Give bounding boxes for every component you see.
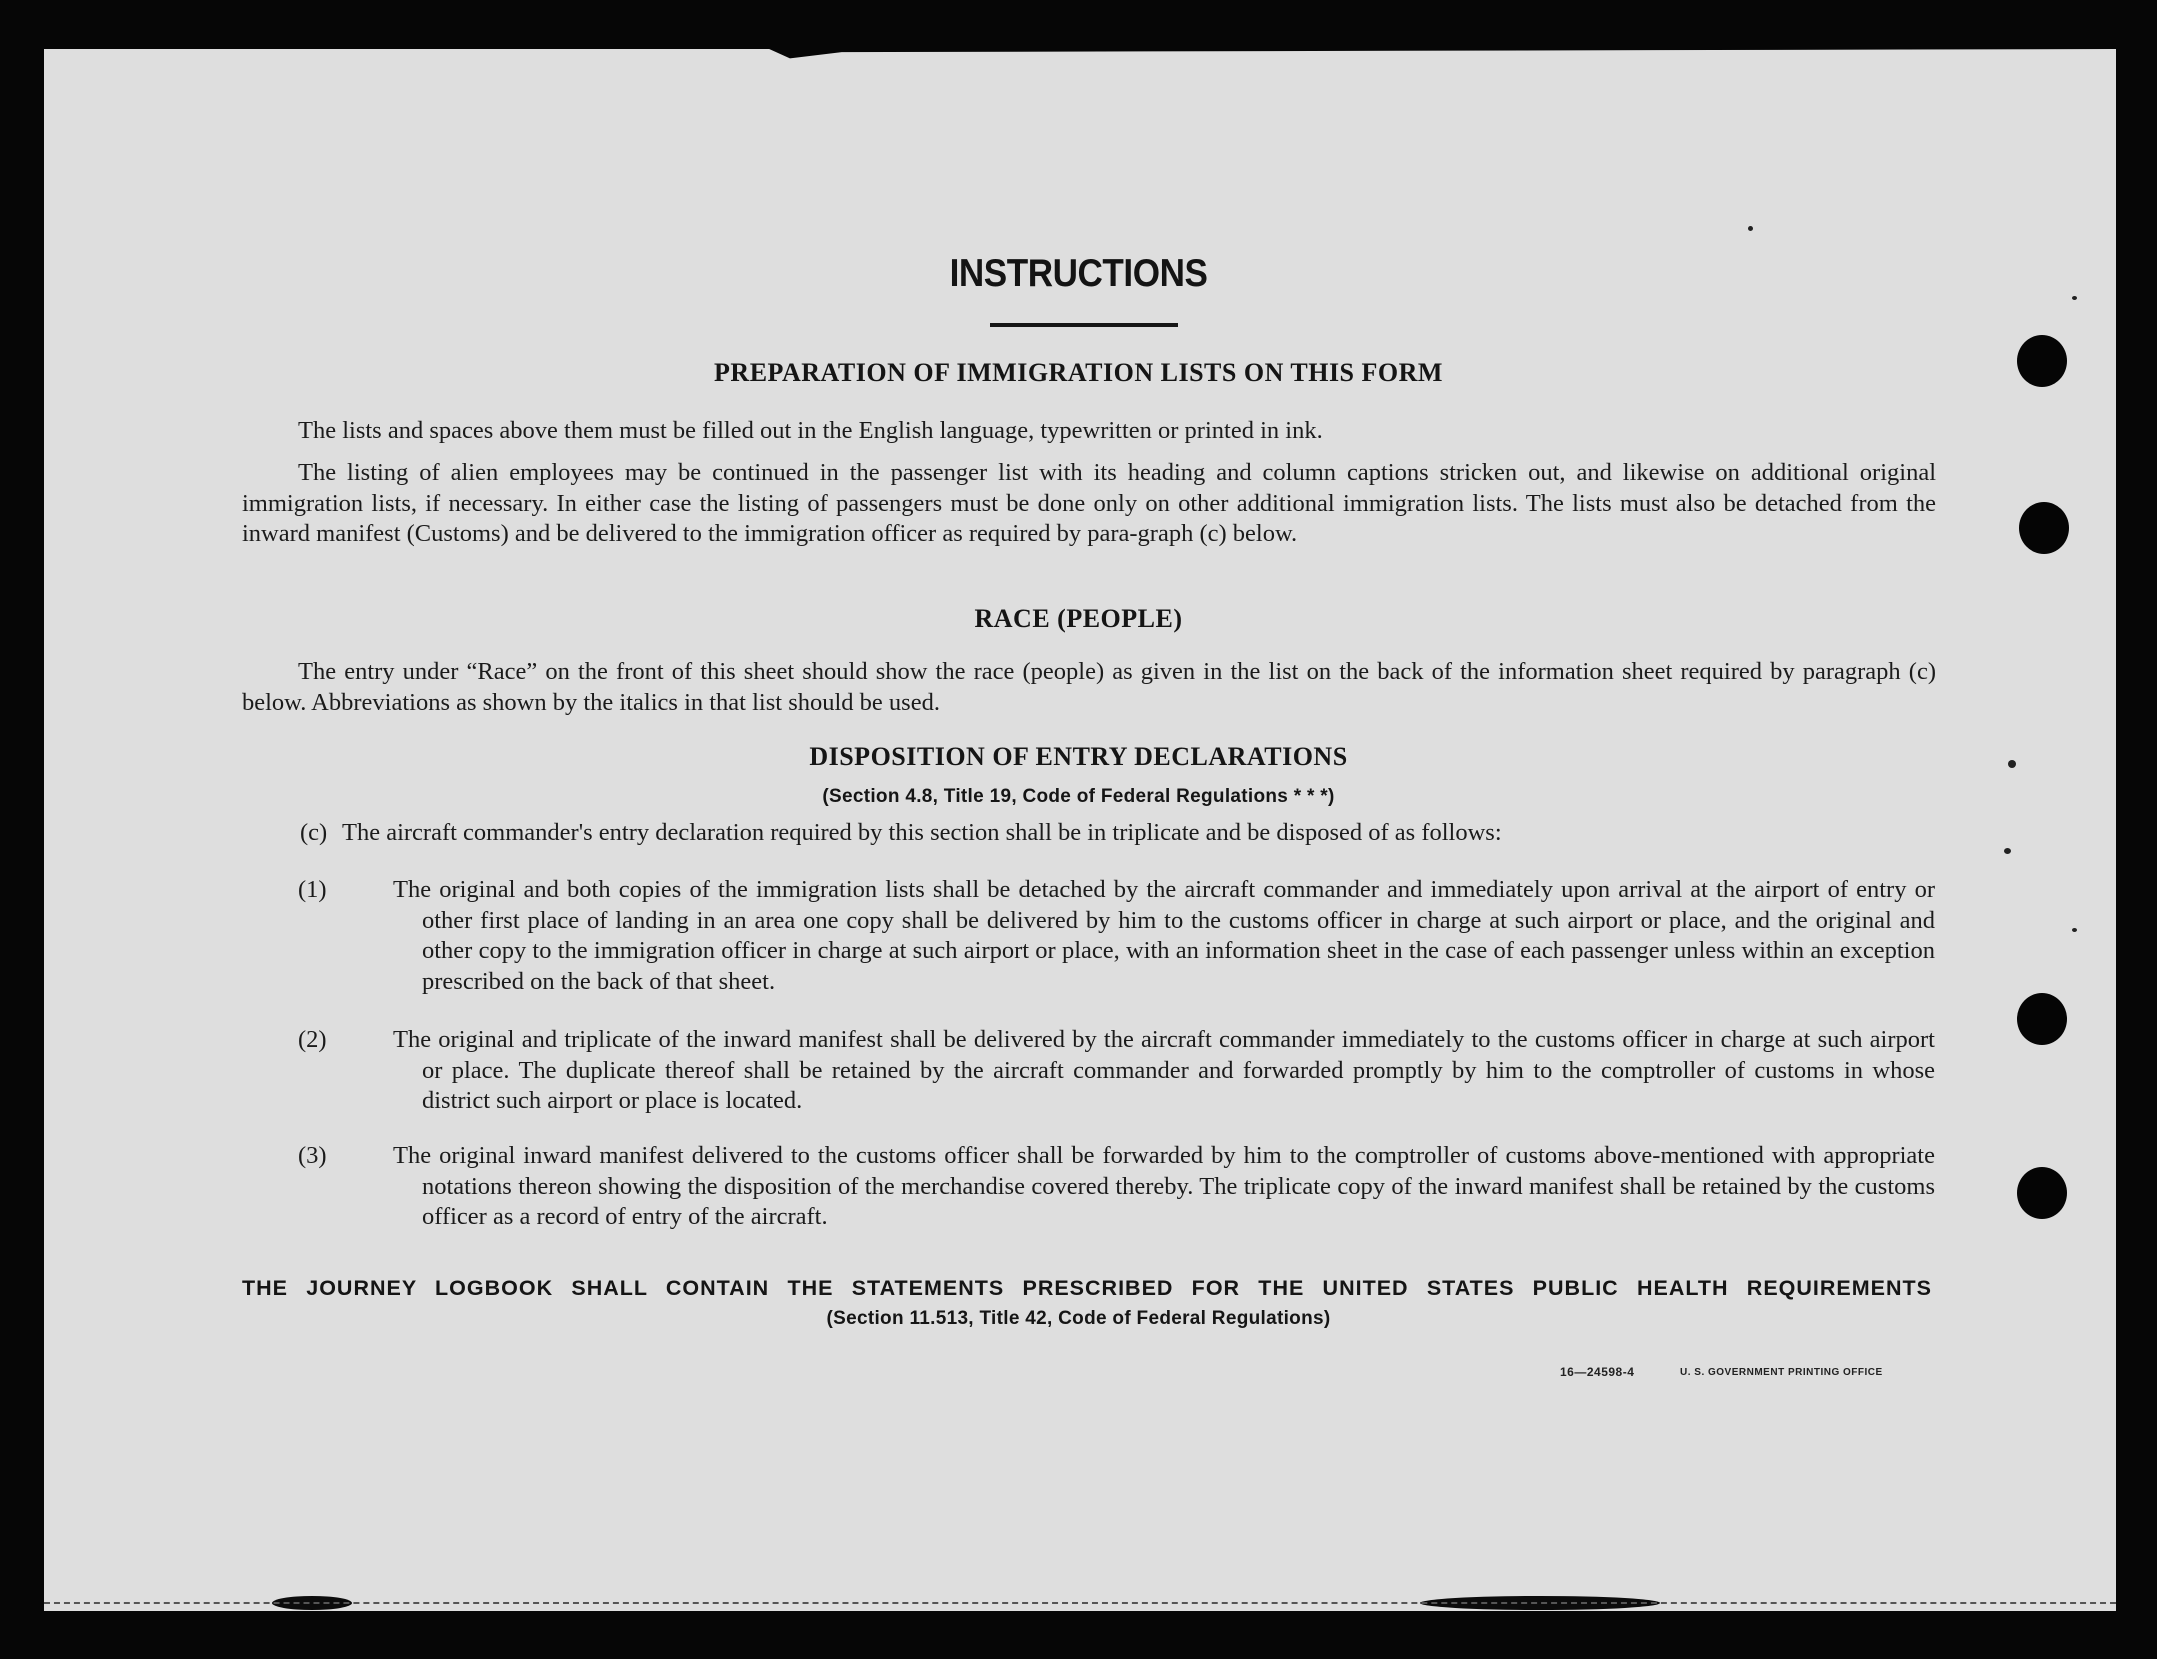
punch-hole: [2017, 1167, 2067, 1219]
disposition-citation: (Section 4.8, Title 19, Code of Federal Regulations * * *): [822, 786, 1335, 807]
speck-mark: [2004, 848, 2011, 854]
paragraph-race: The entry under “Race” on the front of this sheet should show the race (people) as given in the list on the back of the information sheet required by paragraph (c) below. Abbreviations as shown by the italics in that list should be used.: [242, 658, 1936, 716]
speck-mark: [1748, 226, 1753, 231]
item-number: (2): [298, 1026, 327, 1053]
form-number: 16—24598-4: [1560, 1365, 1635, 1379]
punch-hole: [2019, 502, 2069, 554]
health-citation: (Section 11.513, Title 42, Code of Federal Regulations): [826, 1308, 1331, 1329]
item-number: (3): [298, 1142, 327, 1169]
list-item: [298, 1025, 1935, 1117]
paragraph-preparation-2: The listing of alien employees may be continued in the passenger list with its heading and column captions stricken out, and likewise on additional original immigration lists, if necessary. In either case the listing of passengers must be done only on other additional immigration lists. The lists must also be detached from the inward manifest (Customs) and be delivered to the immigration officer as required by para-graph (c) below.: [242, 459, 1936, 547]
health-requirements-notice: THE JOURNEY LOGBOOK SHALL CONTAIN THE STATEMENTS PRESCRIBED FOR THE UNITED STATES PUBLIC HEALTH REQUIREMENTS: [242, 1276, 1932, 1300]
section-heading-disposition: DISPOSITION OF ENTRY DECLARATIONS: [809, 742, 1348, 771]
item-text: The original and triplicate of the inward manifest shall be delivered by the aircraft commander immediately to the customs officer in charge at such airport or place. The duplicate thereof shall be retained by the aircraft commander and forwarded promptly by him to the comptroller of customs in whose district such airport or place is located.: [393, 1026, 1935, 1114]
section-heading-race: RACE (PEOPLE): [974, 604, 1183, 633]
list-item: [298, 1141, 1935, 1233]
title-underline: [990, 323, 1178, 327]
item-number: (1): [298, 876, 327, 903]
speck-mark: [2072, 928, 2077, 932]
paragraph-preparation-1: The lists and spaces above them must be filled out in the English language, typewritten or printed in ink.: [298, 417, 1323, 444]
printer-imprint: U. S. GOVERNMENT PRINTING OFFICE: [1680, 1367, 1883, 1378]
item-text: The original inward manifest delivered to the customs officer shall be forwarded by him to the comptroller of customs above-mentioned with appropriate notations thereon showing the disposition of the merchandise covered thereby. The triplicate copy of the inward manifest shall be retained by the customs officer as a record of entry of the aircraft.: [393, 1142, 1935, 1230]
page-title: INSTRUCTIONS: [949, 252, 1208, 295]
page-bottom-edge: [44, 1602, 2116, 1607]
intro-text: The aircraft commander's entry declaration required by this section shall be in triplicate and be disposed of as follows:: [342, 819, 1502, 846]
disposition-intro: [300, 818, 1942, 849]
list-item: [298, 875, 1935, 997]
section-heading-preparation: PREPARATION OF IMMIGRATION LISTS ON THIS FORM: [714, 358, 1443, 387]
speck-mark: [2072, 296, 2077, 300]
item-text: The original and both copies of the immigration lists shall be detached by the aircraft commander and immediately upon arrival at the airport of entry or other first place of landing in an area one copy shall be delivered by him to the customs officer in charge at such airport or place, and the original and other copy to the immigration officer in charge at such airport or place, with an information sheet in the case of each passenger unless within an exception prescribed on the back of that sheet.: [393, 876, 1935, 995]
intro-label: (c): [300, 819, 328, 846]
punch-hole: [2017, 993, 2067, 1045]
